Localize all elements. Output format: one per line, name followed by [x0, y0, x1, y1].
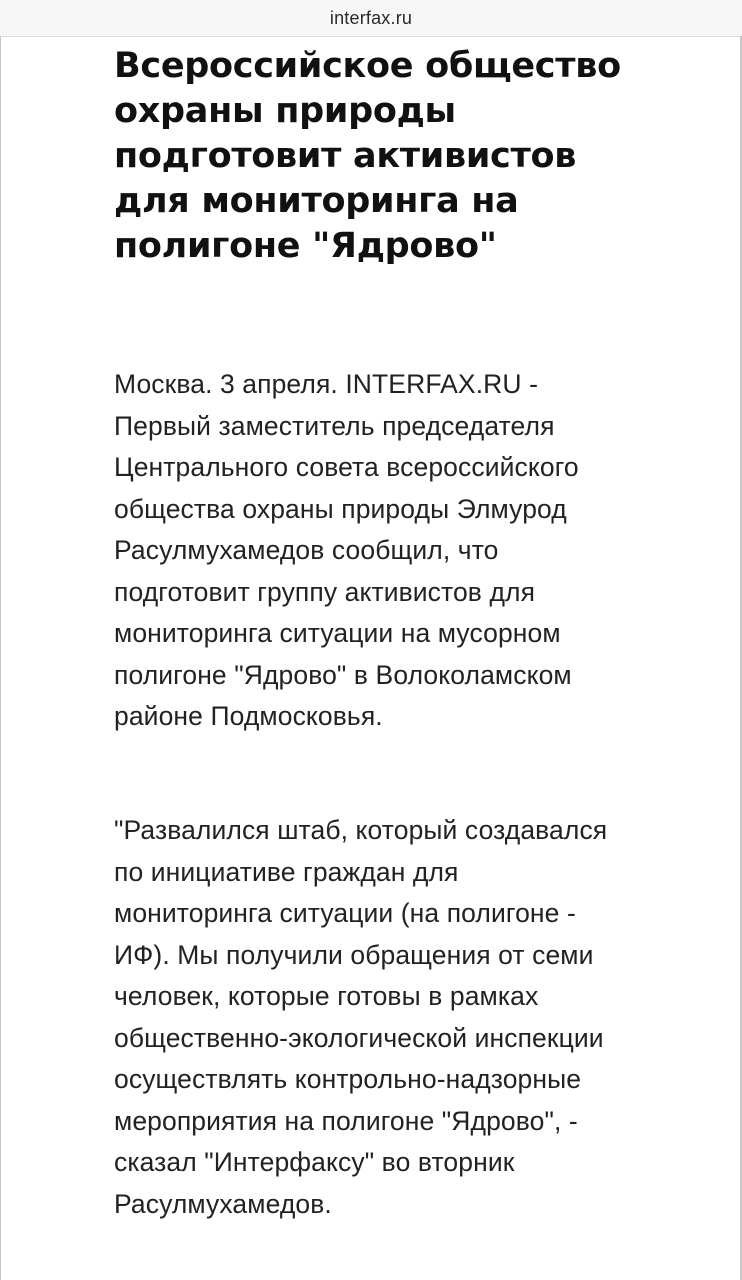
article-headline: Всероссийское общество охраны природы подготовит активистов для мониторинга на полигоне "Ядрово": [114, 46, 621, 266]
page-border-left: [0, 36, 1, 1280]
article-paragraph: Москва. 3 апреля. INTERFAX.RU - Первый заместитель председателя Центрального совета всероссийского общества охраны природы Элмурод Расулмухамедов сообщил, что подготовит группу активистов для мониторинга ситуации на мусорном полигоне "Ядрово" в Волоколамском районе Подмосковья.: [114, 369, 579, 731]
article-paragraph: "Развалился штаб, который создавался по инициативе граждан для мониторинга ситуации (на полигоне - ИФ). Мы получили обращения от семи человек, которые готовы в рамках общественно-экологической инспекции осуществлять контрольно-надзорные мероприятия на полигоне "Ядрово", - сказал "Интерфаксу" во вторник Расулмухамедов.: [114, 815, 608, 1219]
article-header: [114, 44, 634, 269]
address-bar[interactable]: [0, 0, 742, 37]
site-domain[interactable]: interfax.ru: [329, 7, 413, 28]
